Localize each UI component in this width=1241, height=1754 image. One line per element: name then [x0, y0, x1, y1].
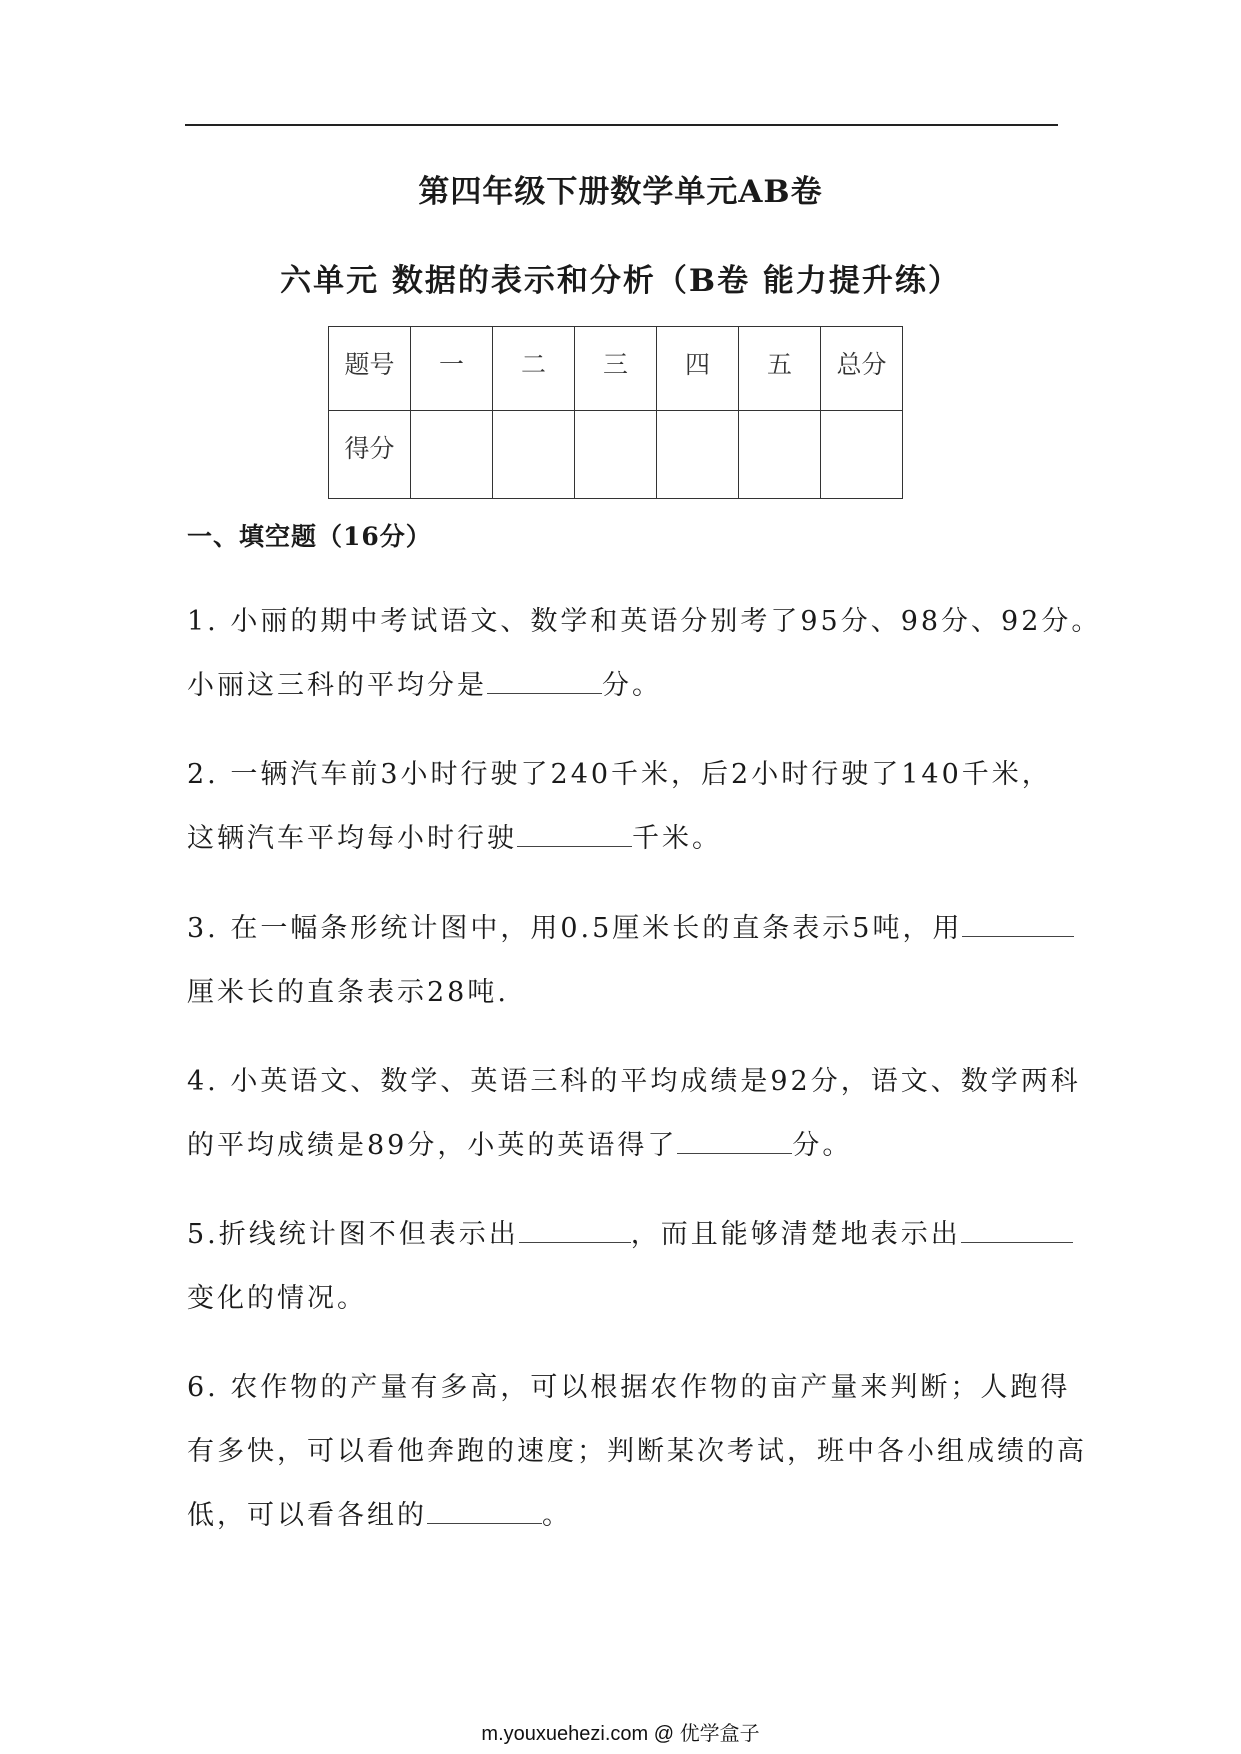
- score-cell: 得分: [329, 411, 411, 499]
- question-text: 的平均成绩是89分，小英的英语得了: [187, 1130, 678, 1161]
- question-4-line-2: [187, 1123, 852, 1162]
- score-cell: 五: [739, 327, 821, 411]
- page-title: 第四年级下册数学单元AB卷: [418, 174, 823, 210]
- answer-blank[interactable]: [677, 1123, 792, 1154]
- score-input-cell[interactable]: [411, 411, 493, 499]
- score-cell: 一: [411, 327, 493, 411]
- question-1-line-1: 1. 小丽的期中考试语文、数学和英语分别考了95分、98分、92分。: [187, 606, 1102, 637]
- page-subtitle: 六单元 数据的表示和分析（B卷 能力提升练）: [280, 263, 961, 299]
- answer-blank[interactable]: [519, 1212, 631, 1243]
- question-text: 千米。: [632, 823, 722, 854]
- question-6-line-3: [187, 1493, 572, 1532]
- answer-blank[interactable]: [487, 663, 602, 694]
- score-input-cell[interactable]: [821, 411, 903, 499]
- question-text: 小丽这三科的平均分是: [187, 670, 487, 701]
- question-text: 低，可以看各组的: [187, 1500, 427, 1531]
- score-cell: 总分: [821, 327, 903, 411]
- answer-blank[interactable]: [517, 816, 632, 847]
- answer-blank[interactable]: [961, 1212, 1073, 1243]
- question-text: 分。: [792, 1130, 853, 1161]
- question-text: 分。: [602, 670, 662, 701]
- score-table: [328, 326, 903, 499]
- score-input-cell[interactable]: [575, 411, 657, 499]
- question-text: 这辆汽车平均每小时行驶: [187, 823, 517, 854]
- score-table-header-row: [329, 327, 903, 411]
- question-1-line-2: [187, 663, 662, 702]
- score-cell: 题号: [329, 327, 411, 411]
- score-cell: 四: [657, 327, 739, 411]
- score-cell: 二: [493, 327, 575, 411]
- question-4-line-1: 4. 小英语文、数学、英语三科的平均成绩是92分，语文、数学两科: [187, 1066, 1081, 1097]
- question-3-line-1: [187, 906, 1074, 945]
- question-text: ，而且能够清楚地表示出: [630, 1219, 961, 1250]
- question-text: 3. 在一幅条形统计图中，用0.5厘米长的直条表示5吨，用: [187, 913, 963, 944]
- score-table-score-row: [329, 411, 903, 499]
- question-6-line-2: 有多快，可以看他奔跑的速度；判断某次考试，班中各小组成绩的高: [187, 1436, 1087, 1467]
- score-cell: 三: [575, 327, 657, 411]
- question-5-line-2: 变化的情况。: [187, 1283, 367, 1314]
- question-2-line-2: [187, 816, 722, 855]
- score-input-cell[interactable]: [657, 411, 739, 499]
- question-2-line-1: 2. 一辆汽车前3小时行驶了240千米，后2小时行驶了140千米，: [187, 759, 1052, 790]
- footer-watermark: m.youxuehezi.com @ 优学盒子: [481, 1723, 760, 1745]
- question-text: 。: [542, 1500, 572, 1531]
- answer-blank[interactable]: [427, 1493, 542, 1524]
- question-5-line-1: [187, 1212, 1073, 1251]
- score-input-cell[interactable]: [493, 411, 575, 499]
- section-heading: 一、填空题（16分）: [187, 522, 432, 551]
- question-3-line-2: 厘米长的直条表示28吨.: [187, 977, 509, 1008]
- score-input-cell[interactable]: [739, 411, 821, 499]
- header-rule: [185, 124, 1058, 126]
- question-6-line-1: 6. 农作物的产量有多高，可以根据农作物的亩产量来判断；人跑得: [187, 1372, 1071, 1403]
- question-text: 5.折线统计图不但表示出: [187, 1219, 519, 1250]
- answer-blank[interactable]: [962, 906, 1074, 937]
